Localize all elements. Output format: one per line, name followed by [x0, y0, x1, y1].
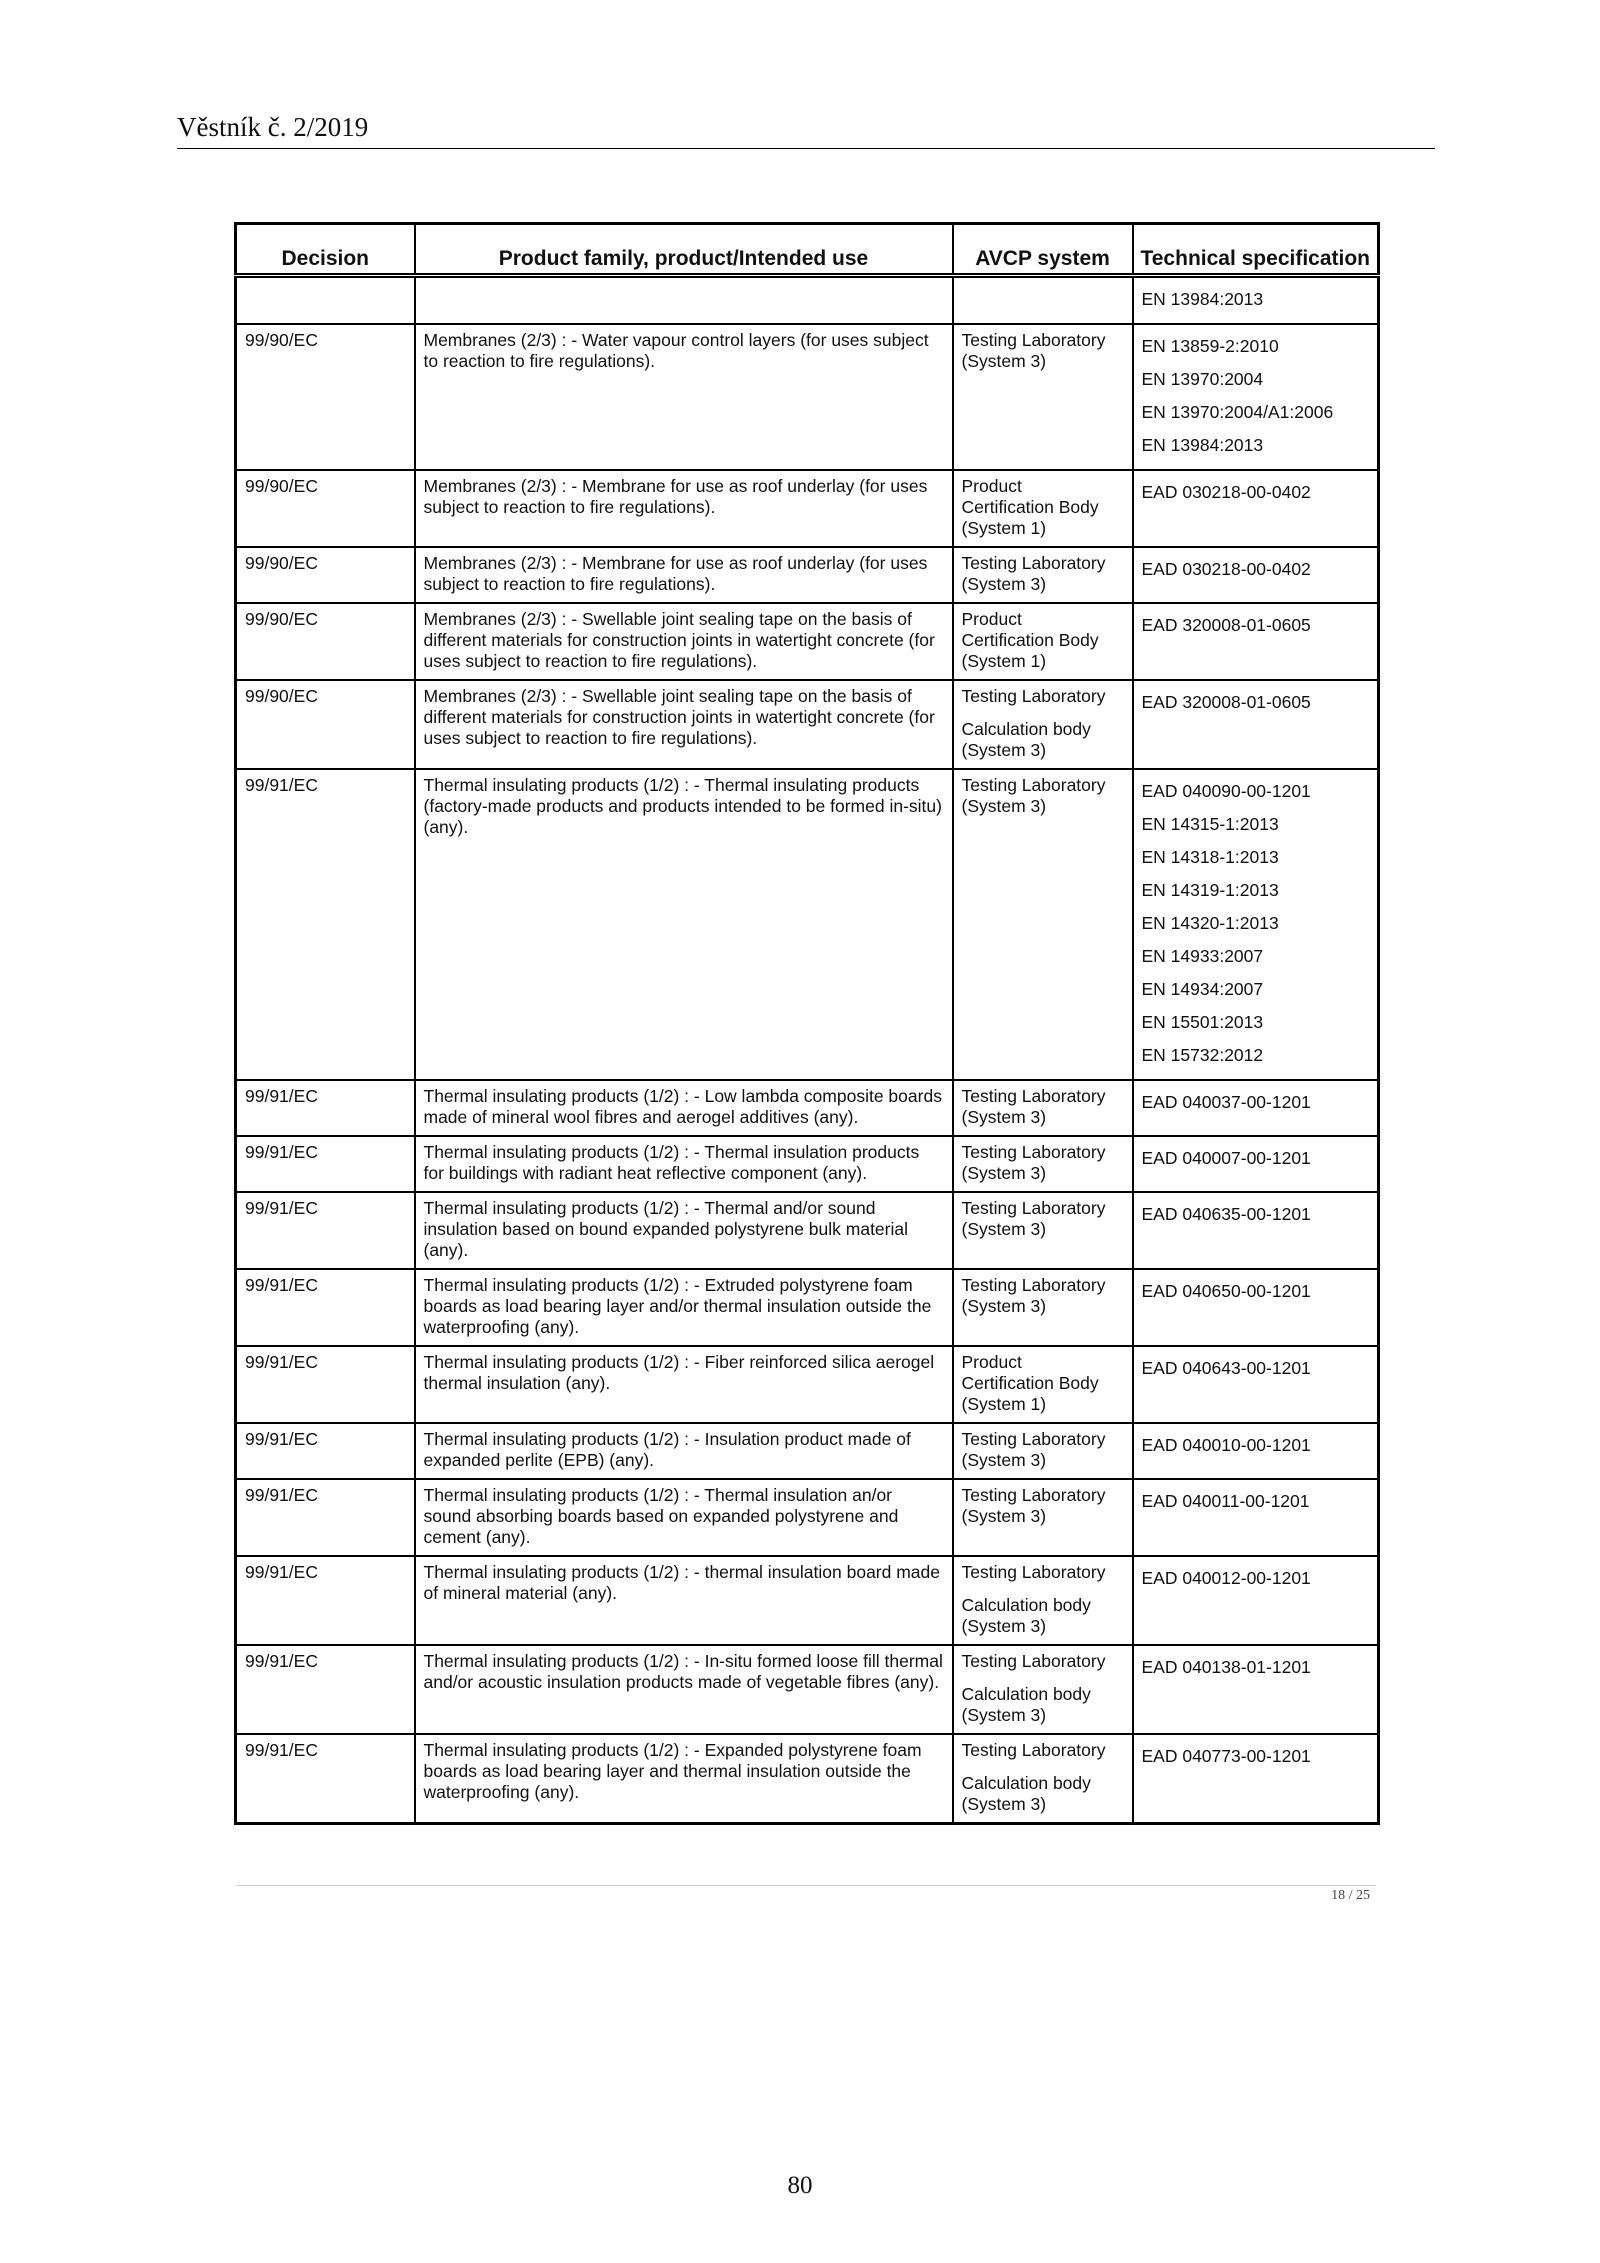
spec-cell	[1133, 276, 1379, 325]
decision-cell: 99/91/EC	[236, 1734, 415, 1824]
spec-line: EN 14319-1:2013	[1141, 880, 1279, 900]
avcp-line: Testing Laboratory	[961, 1562, 1106, 1582]
table-row	[236, 470, 1379, 547]
table-row	[236, 603, 1379, 680]
avcp-cell	[953, 1080, 1133, 1136]
avcp-cell	[953, 1346, 1133, 1423]
table-row	[236, 1423, 1379, 1479]
table-row	[236, 1479, 1379, 1556]
avcp-cell	[953, 603, 1133, 680]
table-row	[236, 1136, 1379, 1192]
decision-cell: 99/91/EC	[236, 1346, 415, 1423]
spec-cell	[1133, 324, 1379, 470]
decision-cell: 99/90/EC	[236, 547, 415, 603]
avcp-cell	[953, 769, 1133, 1080]
product-cell: Thermal insulating products (1/2) : - Thermal and/or sound insulation based on bound expanded polystyrene bulk material (any).	[415, 1192, 953, 1269]
table-row	[236, 1556, 1379, 1645]
avcp-line: Product	[961, 609, 1022, 629]
avcp-cell	[953, 1479, 1133, 1556]
page-counter: 18 / 25	[1331, 1888, 1370, 1903]
table-row	[236, 324, 1379, 470]
avcp-line: Testing Laboratory	[961, 1275, 1106, 1295]
table-row	[236, 1734, 1379, 1824]
product-cell: Thermal insulating products (1/2) : - Expanded polystyrene foam boards as load bearing layer and thermal insulation outside the waterproofing (any).	[415, 1734, 953, 1824]
spec-line: EN 14318-1:2013	[1141, 847, 1279, 867]
avcp-line: (System 3)	[961, 1219, 1047, 1239]
avcp-line: Testing Laboratory	[961, 1086, 1106, 1106]
product-cell: Thermal insulating products (1/2) : - Fiber reinforced silica aerogel thermal insulation (any).	[415, 1346, 953, 1423]
avcp-line: Testing Laboratory	[961, 1651, 1106, 1671]
spec-cell	[1133, 1479, 1379, 1556]
avcp-line: (System 1)	[961, 518, 1047, 538]
avcp-line: Testing Laboratory	[961, 330, 1106, 350]
product-cell: Thermal insulating products (1/2) : - Thermal insulation an/or sound absorbing boards based on expanded polystyrene and cement (any).	[415, 1479, 953, 1556]
avcp-line: Certification Body	[961, 630, 1099, 650]
spec-line: EAD 040007-00-1201	[1141, 1148, 1311, 1168]
spec-line: EN 15501:2013	[1141, 1012, 1264, 1032]
avcp-line: Testing Laboratory	[961, 686, 1106, 706]
product-cell: Thermal insulating products (1/2) : - Insulation product made of expanded perlite (EPB) (any).	[415, 1423, 953, 1479]
avcp-line: (System 1)	[961, 651, 1047, 671]
avcp-line: (System 3)	[961, 1794, 1047, 1814]
product-cell: Membranes (2/3) : - Membrane for use as roof underlay (for uses subject to reaction to fire regulations).	[415, 547, 953, 603]
avcp-cell	[953, 324, 1133, 470]
spec-line: EN 14315-1:2013	[1141, 814, 1279, 834]
spec-line: EN 14320-1:2013	[1141, 913, 1279, 933]
avcp-cell	[953, 547, 1133, 603]
decision-cell	[236, 276, 415, 325]
product-cell: Membranes (2/3) : - Membrane for use as roof underlay (for uses subject to reaction to fire regulations).	[415, 470, 953, 547]
product-cell	[415, 276, 953, 325]
spec-line: EN 13984:2013	[1141, 435, 1264, 455]
table-row	[236, 276, 1379, 325]
avcp-line: (System 3)	[961, 1107, 1047, 1127]
avcp-line: Calculation body	[961, 1773, 1091, 1793]
product-cell: Membranes (2/3) : - Water vapour control layers (for uses subject to reaction to fire regulations).	[415, 324, 953, 470]
product-cell: Thermal insulating products (1/2) : - Thermal insulating products (factory-made products and products intended to be formed in-situ) (any).	[415, 769, 953, 1080]
table-row	[236, 1192, 1379, 1269]
spec-line: EN 13984:2013	[1141, 289, 1264, 309]
spec-line: EN 13970:2004	[1141, 369, 1264, 389]
avcp-line: Testing Laboratory	[961, 1740, 1106, 1760]
table-row	[236, 1645, 1379, 1734]
decision-cell: 99/91/EC	[236, 1269, 415, 1346]
column-header-avcp: AVCP system	[953, 224, 1133, 276]
spec-line: EN 13859-2:2010	[1141, 336, 1279, 356]
column-header-decision: Decision	[236, 224, 415, 276]
avcp-line: (System 3)	[961, 796, 1047, 816]
avcp-line: (System 3)	[961, 351, 1047, 371]
page-header	[177, 112, 1435, 149]
avcp-line: Testing Laboratory	[961, 775, 1106, 795]
avcp-cell	[953, 1645, 1133, 1734]
spec-cell	[1133, 769, 1379, 1080]
spec-line: EN 13970:2004/A1:2006	[1141, 402, 1334, 422]
table-row	[236, 547, 1379, 603]
avcp-cell	[953, 1734, 1133, 1824]
table-body	[236, 276, 1379, 1824]
avcp-cell	[953, 1269, 1133, 1346]
spec-line: EAD 040643-00-1201	[1141, 1358, 1311, 1378]
column-header-spec: Technical specification	[1133, 224, 1379, 276]
decision-cell: 99/90/EC	[236, 470, 415, 547]
avcp-line: Product	[961, 476, 1022, 496]
spec-cell	[1133, 1136, 1379, 1192]
avcp-line: Certification Body	[961, 497, 1099, 517]
decision-cell: 99/91/EC	[236, 769, 415, 1080]
spec-line: EN 14934:2007	[1141, 979, 1264, 999]
spec-line: EAD 040635-00-1201	[1141, 1204, 1311, 1224]
decision-cell: 99/91/EC	[236, 1479, 415, 1556]
decision-cell: 99/91/EC	[236, 1423, 415, 1479]
avcp-line: (System 1)	[961, 1394, 1047, 1414]
spec-cell	[1133, 1346, 1379, 1423]
avcp-line: (System 3)	[961, 1705, 1047, 1725]
avcp-line: (System 3)	[961, 1163, 1047, 1183]
avcp-line: Testing Laboratory	[961, 553, 1106, 573]
avcp-line: (System 3)	[961, 1616, 1047, 1636]
spec-line: EAD 040012-00-1201	[1141, 1568, 1311, 1588]
avcp-line: Testing Laboratory	[961, 1142, 1106, 1162]
decision-cell: 99/91/EC	[236, 1645, 415, 1734]
spec-cell	[1133, 1556, 1379, 1645]
avcp-line: Certification Body	[961, 1373, 1099, 1393]
spec-line: EAD 040010-00-1201	[1141, 1435, 1311, 1455]
avcp-line: Calculation body	[961, 1684, 1091, 1704]
spec-cell	[1133, 1423, 1379, 1479]
spec-cell	[1133, 1645, 1379, 1734]
avcp-table	[234, 222, 1380, 1825]
spec-line: EAD 040650-00-1201	[1141, 1281, 1311, 1301]
spec-cell	[1133, 1192, 1379, 1269]
product-cell: Thermal insulating products (1/2) : - Thermal insulation products for buildings with radiant heat reflective component (any).	[415, 1136, 953, 1192]
avcp-line: (System 3)	[961, 1296, 1047, 1316]
avcp-cell	[953, 1556, 1133, 1645]
product-cell: Thermal insulating products (1/2) : - Low lambda composite boards made of mineral wool fibres and aerogel additives (any).	[415, 1080, 953, 1136]
table-row	[236, 1080, 1379, 1136]
avcp-cell	[953, 680, 1133, 769]
spec-line: EAD 040011-00-1201	[1141, 1491, 1310, 1511]
footer-divider	[236, 1885, 1376, 1886]
table-row	[236, 769, 1379, 1080]
spec-cell	[1133, 1734, 1379, 1824]
decision-cell: 99/91/EC	[236, 1080, 415, 1136]
column-header-product: Product family, product/Intended use	[415, 224, 953, 276]
spec-cell	[1133, 1080, 1379, 1136]
avcp-line: Calculation body	[961, 719, 1091, 739]
spec-line: EAD 040090-00-1201	[1141, 781, 1311, 801]
page-number: 80	[787, 2172, 813, 2199]
avcp-line: (System 3)	[961, 574, 1047, 594]
avcp-line: (System 3)	[961, 1450, 1047, 1470]
spec-line: EAD 320008-01-0605	[1141, 615, 1311, 635]
table-header-row	[236, 224, 1379, 276]
decision-cell: 99/90/EC	[236, 603, 415, 680]
avcp-line: Calculation body	[961, 1595, 1091, 1615]
spec-cell	[1133, 470, 1379, 547]
spec-cell	[1133, 1269, 1379, 1346]
decision-cell: 99/91/EC	[236, 1192, 415, 1269]
avcp-cell	[953, 1423, 1133, 1479]
table-row	[236, 1346, 1379, 1423]
spec-line: EN 15732:2012	[1141, 1045, 1264, 1065]
spec-line: EAD 320008-01-0605	[1141, 692, 1311, 712]
avcp-line: Testing Laboratory	[961, 1198, 1106, 1218]
product-cell: Thermal insulating products (1/2) : - In-situ formed loose fill thermal and/or acoustic insulation products made of vegetable fibres (any).	[415, 1645, 953, 1734]
spec-cell	[1133, 680, 1379, 769]
avcp-cell	[953, 276, 1133, 325]
decision-cell: 99/90/EC	[236, 680, 415, 769]
avcp-line: Testing Laboratory	[961, 1429, 1106, 1449]
product-cell: Membranes (2/3) : - Swellable joint sealing tape on the basis of different materials for construction joints in watertight concrete (for uses subject to reaction to fire regulations).	[415, 680, 953, 769]
avcp-cell	[953, 470, 1133, 547]
spec-line: EAD 040773-00-1201	[1141, 1746, 1311, 1766]
header-title: Věstník č. 2/2019	[177, 112, 369, 142]
spec-line: EAD 040138-01-1201	[1141, 1657, 1311, 1677]
product-cell: Thermal insulating products (1/2) : - thermal insulation board made of mineral material (any).	[415, 1556, 953, 1645]
avcp-line: (System 3)	[961, 740, 1047, 760]
spec-line: EAD 040037-00-1201	[1141, 1092, 1311, 1112]
product-cell: Membranes (2/3) : - Swellable joint sealing tape on the basis of different materials for construction joints in watertight concrete (for uses subject to reaction to fire regulations).	[415, 603, 953, 680]
spec-cell	[1133, 603, 1379, 680]
spec-cell	[1133, 547, 1379, 603]
avcp-line: Testing Laboratory	[961, 1485, 1106, 1505]
avcp-cell	[953, 1136, 1133, 1192]
table-row	[236, 1269, 1379, 1346]
spec-line: EN 14933:2007	[1141, 946, 1264, 966]
table-row	[236, 680, 1379, 769]
avcp-line: Product	[961, 1352, 1022, 1372]
avcp-cell	[953, 1192, 1133, 1269]
decision-cell: 99/91/EC	[236, 1136, 415, 1192]
decision-cell: 99/91/EC	[236, 1556, 415, 1645]
spec-line: EAD 030218-00-0402	[1141, 482, 1311, 502]
spec-line: EAD 030218-00-0402	[1141, 559, 1311, 579]
avcp-line: (System 3)	[961, 1506, 1047, 1526]
product-cell: Thermal insulating products (1/2) : - Extruded polystyrene foam boards as load bearing layer and/or thermal insulation outside the waterproofing (any).	[415, 1269, 953, 1346]
decision-cell: 99/90/EC	[236, 324, 415, 470]
